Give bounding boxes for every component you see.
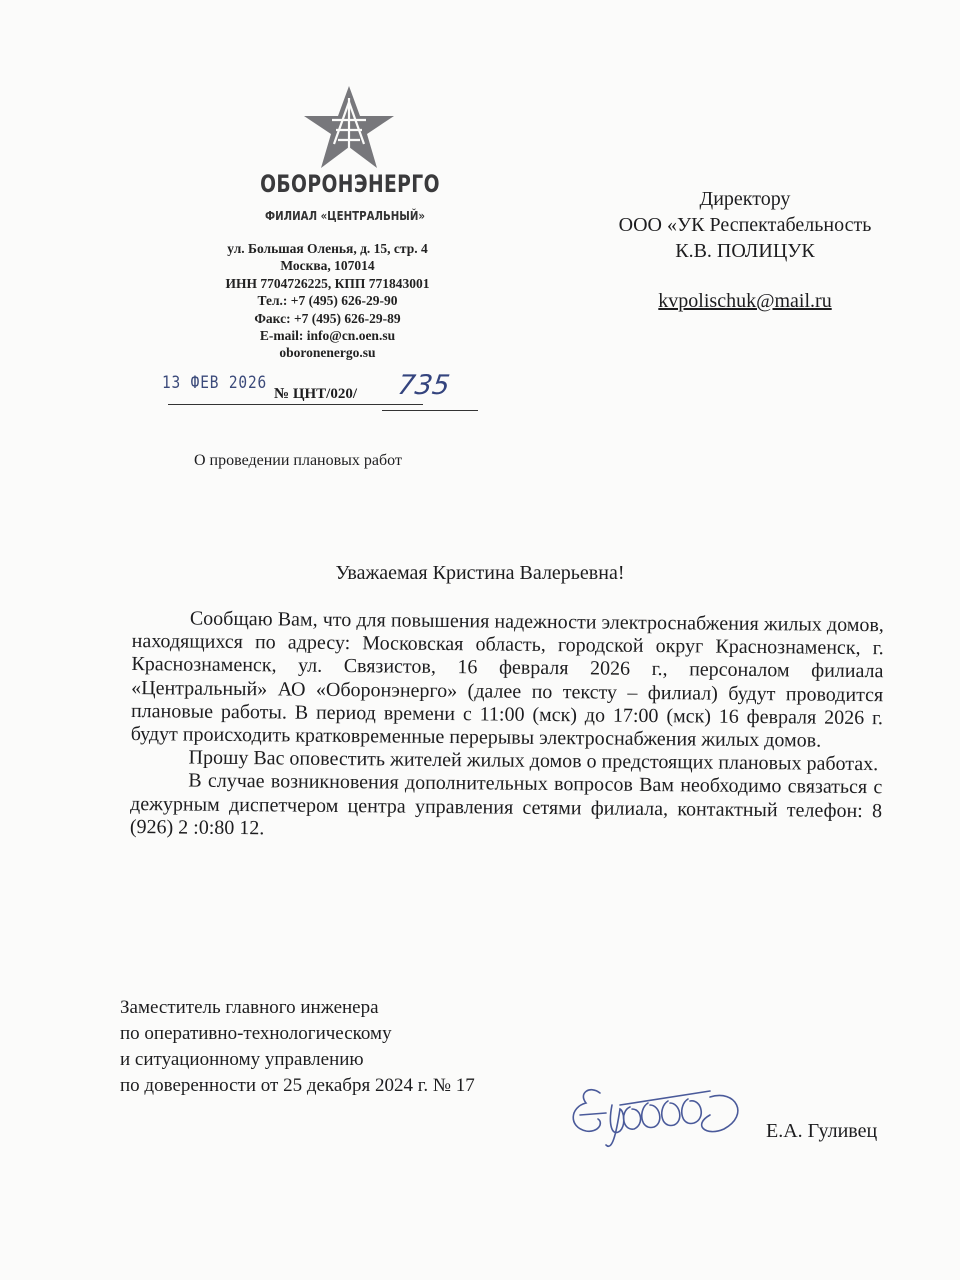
website-line: oboronenergo.su: [279, 345, 376, 361]
email-line: E-mail: info@cn.oen.su: [259, 328, 396, 344]
phone-line: Тел.: +7 (495) 626-29-90: [257, 293, 398, 309]
number-underline: [382, 410, 478, 411]
letter-subject: О проведении плановых работ: [194, 452, 402, 469]
registration-number-prefix: № ЦНТ/020/: [274, 386, 357, 402]
signer-position: [120, 995, 475, 1099]
oboronenergo-star-logo: [294, 84, 404, 170]
signer-line: по оперативно-технологическому: [120, 1023, 392, 1044]
greeting: Уважаемая Кристина Валерьевна!: [335, 562, 625, 584]
date-underline: [168, 404, 423, 405]
recipient-title: Директору: [699, 188, 791, 210]
company-address: [190, 240, 465, 362]
address-line: ул. Большая Оленья, д. 15, стр. 4: [227, 241, 428, 256]
handwritten-signature: [560, 1075, 760, 1155]
signer-line: Заместитель главного инженера: [120, 997, 379, 1018]
recipient-block: [560, 186, 930, 314]
registration-line: [150, 372, 490, 416]
letter-body: [130, 607, 884, 846]
signer-line: по доверенности от 25 декабря 2024 г. № 17: [120, 1075, 475, 1096]
signer-name: Е.А. Гуливец: [766, 1120, 878, 1142]
recipient-email: kvpolischuk@mail.ru: [658, 290, 832, 312]
body-paragraph: Прошу Вас оповестить жителей жилых домов о предстоящих плановых работах.: [188, 746, 879, 776]
date-stamp: 13 ФЕВ 2026: [162, 373, 268, 393]
recipient-company: ООО «УК Респектабельность: [618, 214, 872, 236]
recipient-name: К.В. ПОЛИЦУК: [675, 240, 815, 262]
tax-id-line: ИНН 7704726225, КПП 771843001: [225, 275, 430, 291]
signer-line: и ситуационному управлению: [120, 1049, 364, 1070]
body-paragraph: В случае возникновения дополнительных вопросов Вам необходимо связаться с дежурным диспетчером центра управления сетями филиала, контактный телефон: 8 (926) 2 :0:80 12.: [129, 769, 883, 840]
address-line: Москва, 107014: [280, 258, 375, 274]
body-paragraph: Сообщаю Вам, что для повышения надежности электроснабжения жилых домов, находящихся по адресу: Московская область, городской округ Краснознаменск, г. Краснознаменск, ул. Связистов, 16 февраля 2026 г., персоналом филиала «Центральный» АО «Оборонэнерго» (далее по тексту – филиал) будут проводится плановые работы. В период времени с 11:00 (мск) до 17:00 (мск) 16 февраля 2026 г. будут происходить кратковременные перерывы электроснабжения жилых домов.: [130, 607, 884, 752]
branch-name: ФИЛИАЛ «ЦЕНТРАЛЬНЫЙ»: [265, 209, 425, 223]
company-name: ОБОРОНЭНЕРГО: [260, 170, 440, 198]
handwritten-number: 735: [395, 370, 452, 401]
fax-line: Факс: +7 (495) 626-29-89: [254, 310, 401, 326]
